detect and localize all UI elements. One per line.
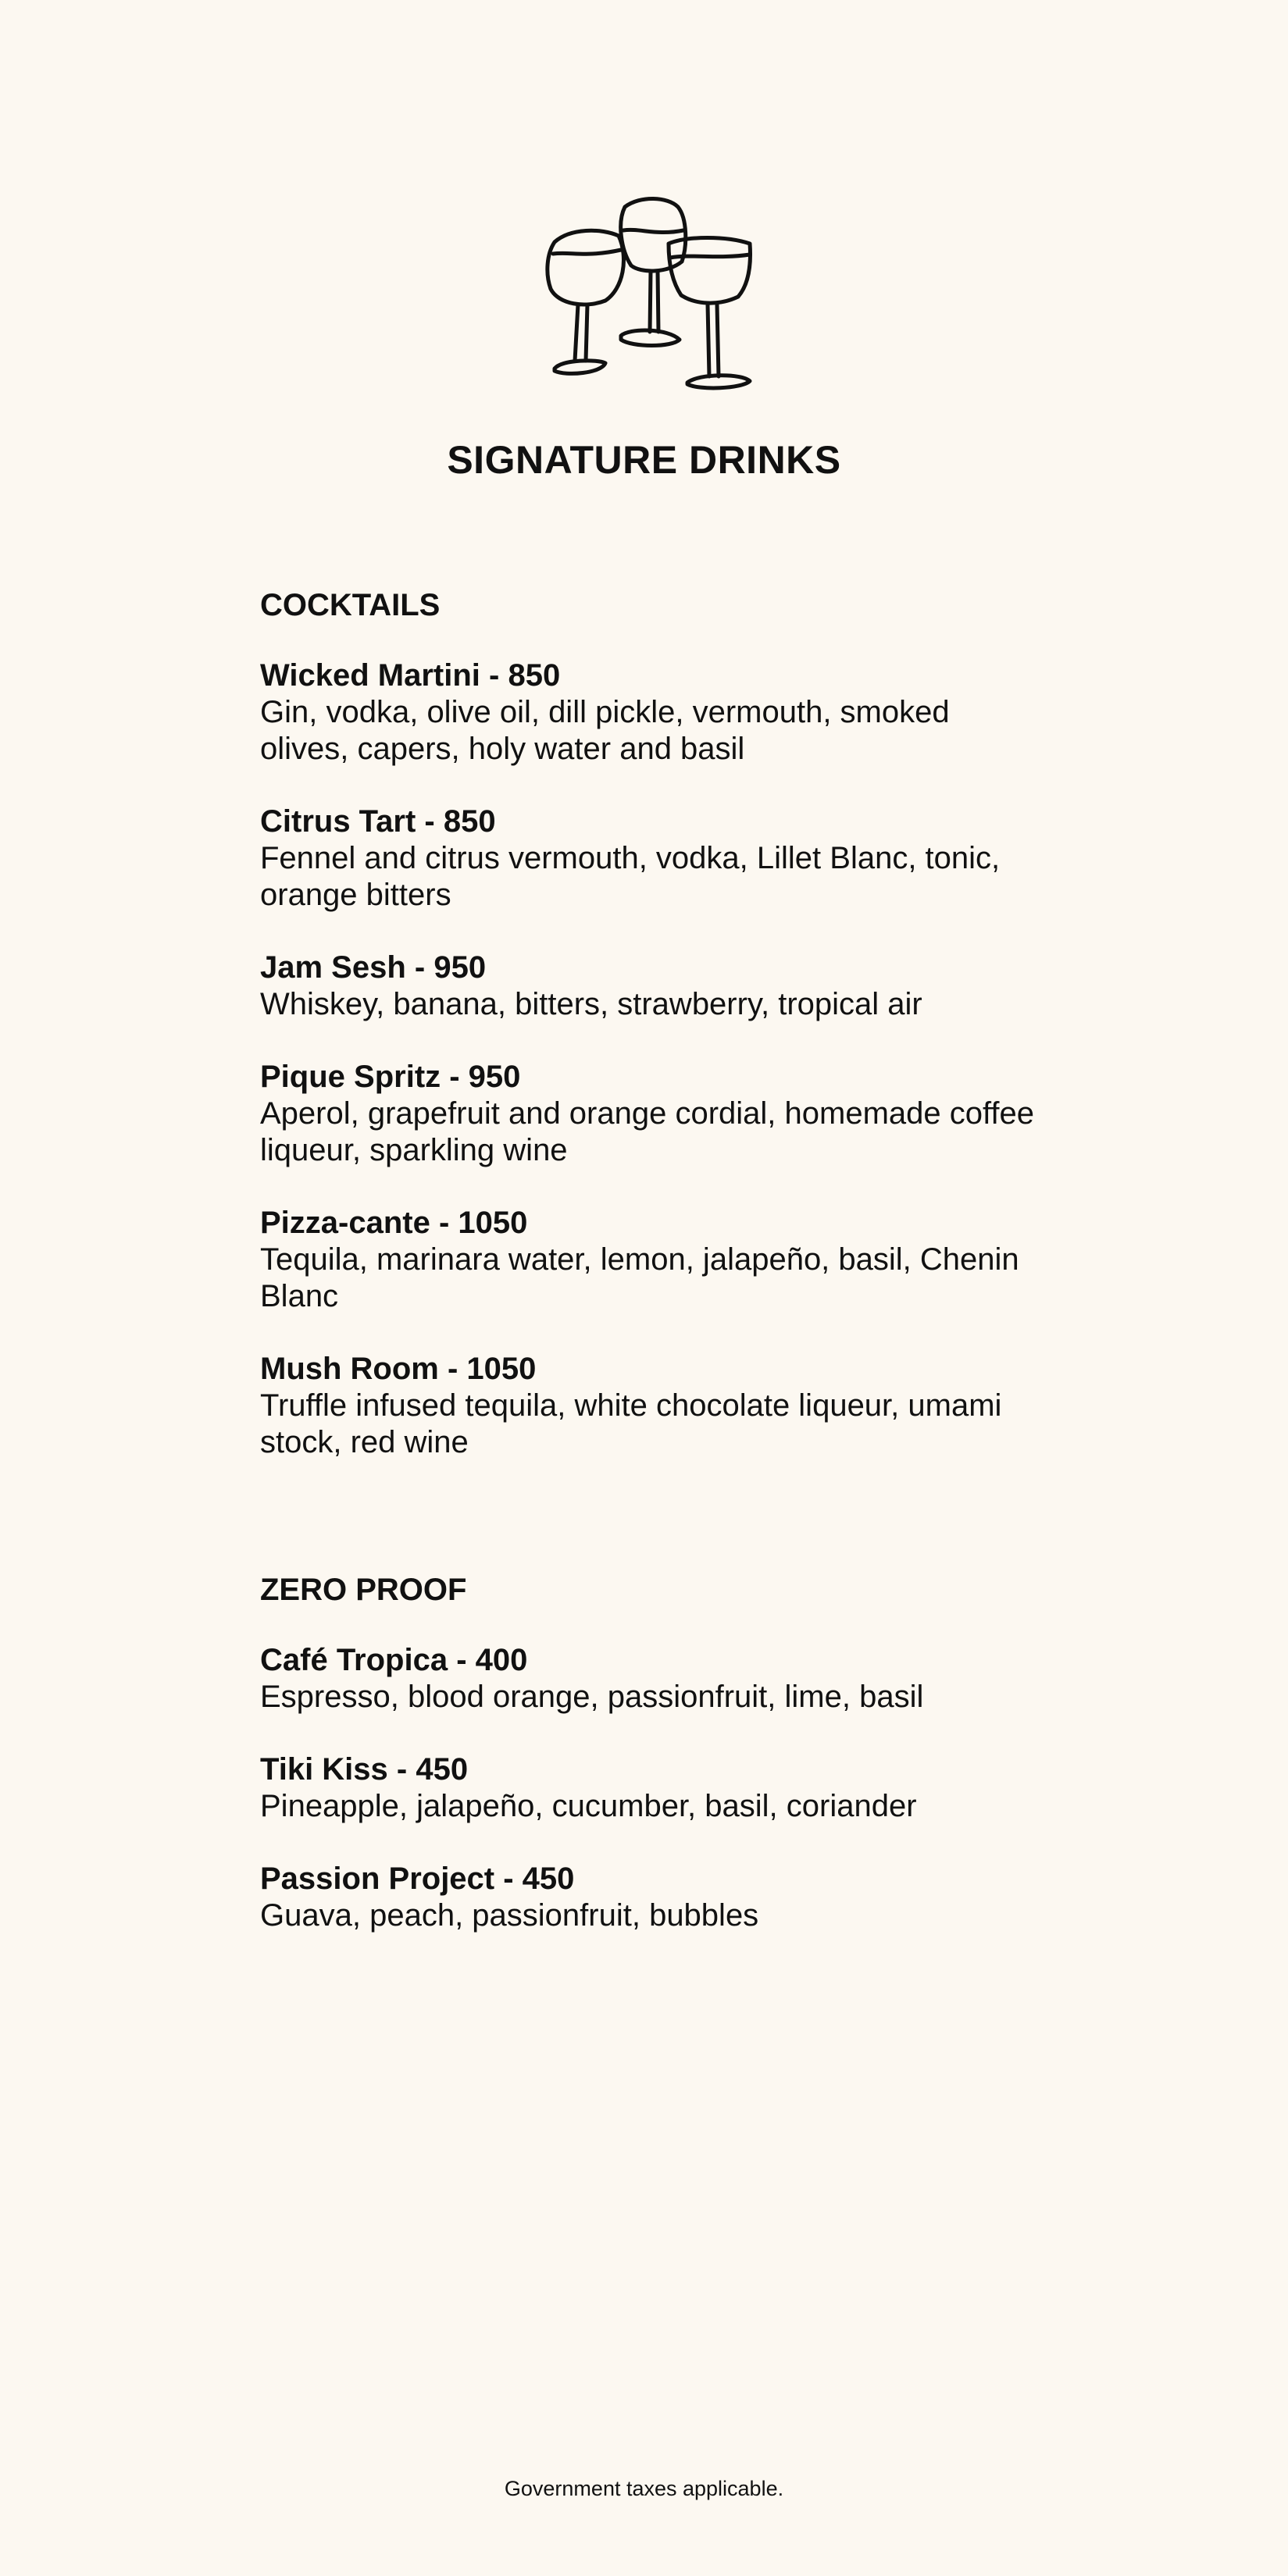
item-description: Pineapple, jalapeño, cucumber, basil, coriander: [260, 1789, 917, 1823]
item-name: Passion Project - 450: [260, 1862, 575, 1896]
item-name: Café Tropica - 400: [260, 1643, 528, 1677]
item-description: Tequila, marinara water, lemon, jalapeño, basil, Chenin Blanc: [260, 1242, 1019, 1313]
menu-item: [260, 950, 1041, 1023]
item-name: Tiki Kiss - 450: [260, 1752, 469, 1787]
section-spacer: [260, 1497, 1041, 1572]
section-cocktails: [260, 587, 1041, 1461]
item-description: Guava, peach, passionfruit, bubbles: [260, 1898, 759, 1933]
item-description: Aperol, grapefruit and orange cordial, homemade coffee liqueur, sparkling wine: [260, 1096, 1034, 1167]
wine-glasses-icon: [531, 187, 765, 398]
menu-item: [260, 657, 1041, 768]
item-description: Gin, vodka, olive oil, dill pickle, vermouth, smoked olives, capers, holy water and basil: [260, 695, 950, 766]
page-title: SIGNATURE DRINKS: [447, 438, 841, 482]
item-name: Jam Sesh - 950: [260, 950, 487, 985]
menu-content: [260, 587, 1041, 1970]
section-heading: COCKTAILS: [260, 588, 441, 622]
item-description: Whiskey, banana, bitters, strawberry, tropical air: [260, 987, 922, 1021]
menu-item: [260, 1861, 1041, 1934]
section-heading: ZERO PROOF: [260, 1573, 467, 1607]
menu-item: [260, 1751, 1041, 1825]
item-name: Pique Spritz - 950: [260, 1060, 521, 1094]
menu-item: [260, 803, 1041, 914]
item-name: Wicked Martini - 850: [260, 658, 561, 693]
item-name: Citrus Tart - 850: [260, 804, 496, 839]
item-description: Truffle infused tequila, white chocolate liqueur, umami stock, red wine: [260, 1388, 1002, 1459]
menu-item: [260, 1205, 1041, 1315]
menu-item: [260, 1059, 1041, 1169]
menu-item: [260, 1351, 1041, 1461]
footer-note: Government taxes applicable.: [504, 2477, 784, 2500]
item-name: Pizza-cante - 1050: [260, 1206, 528, 1240]
item-description: Espresso, blood orange, passionfruit, lime, basil: [260, 1680, 924, 1714]
item-description: Fennel and citrus vermouth, vodka, Lillet Blanc, tonic, orange bitters: [260, 841, 1001, 912]
section-zero-proof: [260, 1572, 1041, 1934]
menu-item: [260, 1642, 1041, 1716]
item-name: Mush Room - 1050: [260, 1352, 537, 1386]
